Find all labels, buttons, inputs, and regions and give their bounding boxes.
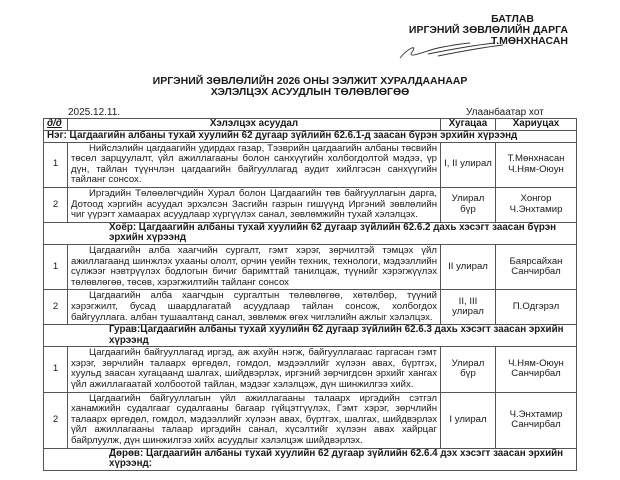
plan-table	[43, 118, 577, 471]
row-issue-text: Нийслэлийн цагдаагийн удирдах газар, Тээврийн цагдаагийн албаны төсвийн төсөл зарцуулалт, үйл ажиллагааны болон санхүүгийн холбогдолтой мэдээ, үр дүн, тайлан түүнчлэн цагдаагийн байгууллагад аудит хийлгэсэн санхүүгийн тайланг сонсох.	[71, 142, 437, 186]
row-num: 2	[44, 392, 68, 448]
header-num: д/д	[44, 119, 68, 131]
document-title	[0, 76, 620, 98]
row-responsible: Т.Мөнхнасан Ч.Ням-Оюун	[496, 142, 577, 187]
section-title: Хоёр: Цагдаагийн албаны тухай хуулийн 62 дугаар зүйлийн 62.6.2 дахь хэсэгт заасан бүрэн эрхийн хүрээнд	[44, 222, 577, 244]
section-row	[44, 130, 577, 142]
approver-position: ИРГЭНИЙ ЗӨВЛӨЛИЙН ДАРГА	[408, 24, 568, 36]
row-issue	[68, 142, 441, 187]
row-issue	[68, 290, 441, 325]
row-responsible: П.Одгэрэл	[496, 290, 577, 325]
row-responsible: Хонгор Ч.Энхтамир	[496, 187, 577, 222]
row-term: II улирал	[441, 244, 496, 289]
row-issue-text: Цагдаагийн алба хаагчдын сургалтын төлөвлөгөө, хөтөлбөр, түүний хэрэгжилт, бусад шаардлагатай асуудлаар тайлан сонсож, холбогдох байгууллага. албан тушаалтанд санал, зөвлөмж өгөх чиглэлийн ажлыг хэлэлцэх.	[71, 290, 437, 323]
table-row	[44, 290, 577, 325]
row-issue-text: Цагдаагийн байгууллагын үйл ажиллагааны талаарх иргэдийн сэтгэл ханамжийн судалгааг судалгааны багаар гүйцэтгүүлэх, Гэмт хэрэг, зөрчлийн талаарх өргөдөл, гомдол, мэдээллийг хүлээн авах, бүртгэх, шалгах, шийдвэрлэх үйл ажиллагааны талаар иргэдийн санал, хүсэлтийг хүлээн авах хайрцаг байрлуулж, дүн шинжилгээ хийх асуудлыг хэлэлцэж шийдвэрлэх.	[71, 392, 437, 447]
document-city: Улаанбаатар хот	[466, 107, 544, 118]
row-term: I, II улирал	[441, 142, 496, 187]
row-issue-text: Цагдаагийн алба хаагчийн сургалт, гэмт хэрэг, зөрчилтэй тэмцэх үйл ажиллагаанд шинжлэх ухааны ололт, орчин үеийн техник, технологи, мэдээллийн сүлжээг нэвтрүүлэх бодлогын бичиг баримттай танилцаж, түүнийг хэрэгжүүлэх төлөвлөгөө, төсөв, хэрэгжилтийн тайланг сонсох	[71, 244, 437, 288]
title-line-1: ИРГЭНИЙ ЗӨВЛӨЛИЙН 2026 ОНЫ ЭЭЛЖИТ ХУРАЛДААНААР	[152, 75, 468, 87]
document-date: 2025.12.11.	[68, 107, 121, 118]
row-issue	[68, 347, 441, 392]
approver-name: Т.МӨНХНАСАН	[490, 35, 568, 47]
row-num: 2	[44, 187, 68, 222]
row-term: II, III улирал	[441, 290, 496, 325]
row-issue	[68, 244, 441, 289]
row-issue	[68, 187, 441, 222]
row-issue-text: Цагдаагийн байгууллагад иргэд, аж ахуйн нэгж, байгууллагаас гаргасан гэмт хэрэг, зөрчлийн талаарх өргөдөл, гомдол, мэдээллийг хүлээн авах, бүртгэх, хуульд заасан хугацаанд шалгах, шийдвэрлэх, иргэний зөрчигдсөн эрхийг хангах үйл ажиллагаатай холбоотой тайлан, мэдээг хэлэлцэж, дүн шинжилгээ хийх.	[71, 347, 437, 391]
approval-label: БАТЛАВ	[491, 13, 534, 25]
row-term: Улирал бүр	[441, 187, 496, 222]
row-num: 1	[44, 142, 68, 187]
signature-icon	[398, 38, 518, 60]
row-num: 2	[44, 290, 68, 325]
row-issue-text: Иргэдийн Төлөөлөгчдийн Хурал болон Цагдаагийн төв байгууллагын дарга, Дотоод хэргийн асуудал эрхэлсэн Засгийн газрын гишүүнд Иргэний зөвлөлийн чиг үүрэгт хамаарах асуудлаар хүргүүлэх санал, зөвлөмжийн тухай хэлэлцэх.	[71, 187, 437, 221]
section-row	[44, 325, 577, 347]
section-title: Дөрөв: Цагдаагийн албаны тухай хуулийн 62 дугаар зүйлийн 62.6.4 дэх хэсэгт заасан эрхийн хүрээнд:	[44, 448, 577, 470]
row-responsible: Ч.Ням-Оюун Санчирбал	[496, 347, 577, 392]
row-responsible: Ч.Энхтамир Санчирбал	[496, 392, 577, 448]
header-responsible: Хариуцах	[496, 119, 577, 131]
row-responsible: Баярсайхан Санчирбал	[496, 244, 577, 289]
table-row	[44, 347, 577, 392]
section-row	[44, 222, 577, 244]
table-row	[44, 187, 577, 222]
header-issue: Хэлэлцэх асуудал	[68, 119, 441, 131]
section-title: Гурав:Цагдаагийн албаны тухай хуулийн 62 дугаар зүйлийн 62.6.3 дахь хэсэгт заасан эрхийн хүрээнд	[44, 325, 577, 347]
table-row	[44, 244, 577, 289]
section-row	[44, 448, 577, 470]
table-header-row	[44, 119, 577, 131]
section-title: Нэг: Цагдаагийн албаны тухай хуулийн 62 дугаар зүйлийн 62.6.1-д заасан бүрэн эрхийн хүрээнд	[44, 130, 577, 142]
header-term: Хугацаа	[441, 119, 496, 131]
table-row	[44, 142, 577, 187]
row-num: 1	[44, 347, 68, 392]
row-term: I улирал	[441, 392, 496, 448]
table-row	[44, 392, 577, 448]
row-term: Улирал бүр	[441, 347, 496, 392]
row-issue	[68, 392, 441, 448]
title-line-2: ХЭЛЭЛЦЭХ АСУУДЛЫН ТӨЛӨВЛӨГӨӨ	[210, 86, 410, 98]
row-num: 1	[44, 244, 68, 289]
